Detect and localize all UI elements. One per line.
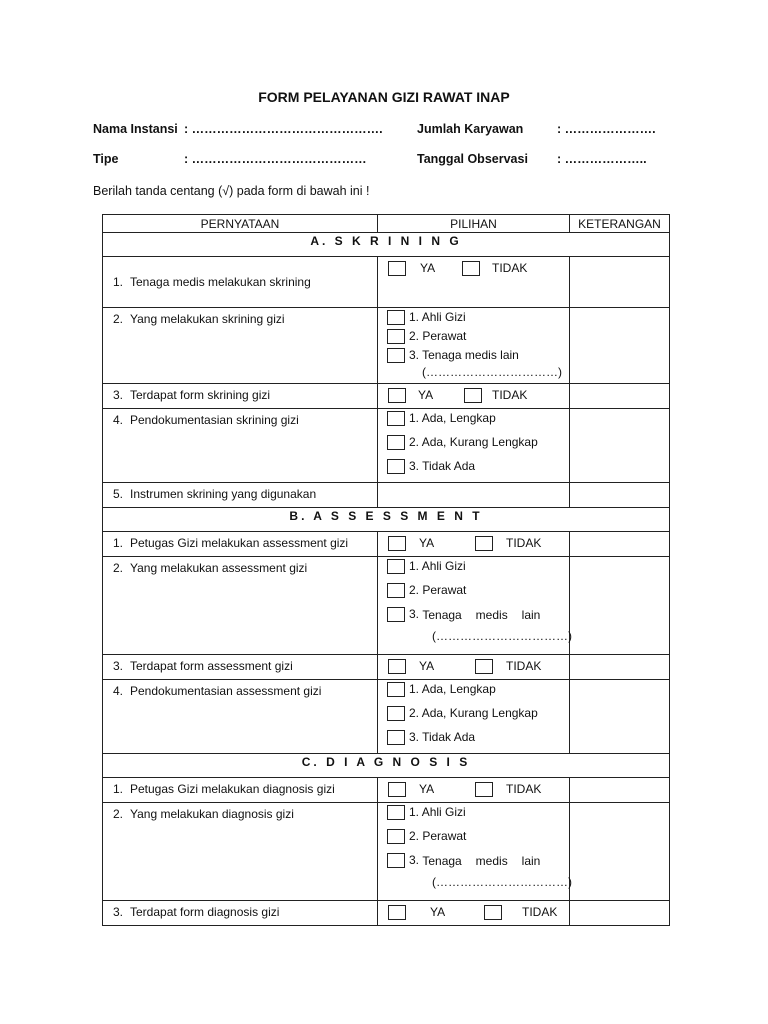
- checkbox-kurang-lengkap[interactable]: [387, 706, 405, 721]
- checkbox-tidak[interactable]: [475, 782, 493, 797]
- option-tidak-ada: Tidak Ada: [422, 459, 476, 473]
- pilihan-cell[interactable]: [378, 483, 570, 508]
- jumlah-karyawan-label: Jumlah Karyawan: [417, 122, 524, 136]
- checkbox-kurang-lengkap[interactable]: [387, 435, 405, 450]
- option-tenaga-medis: Tenaga medis lain: [422, 348, 519, 362]
- keterangan-cell[interactable]: [570, 384, 670, 409]
- option-tenaga-medis: Tenaga medis lain: [422, 607, 541, 622]
- checkbox-tidak[interactable]: [464, 388, 482, 403]
- checkbox-ahli-gizi[interactable]: [387, 310, 405, 325]
- checkbox-tidak[interactable]: [475, 536, 493, 551]
- fill-blank[interactable]: (……………………………): [432, 629, 572, 643]
- question-a2: Yang melakukan skrining gizi: [130, 312, 285, 326]
- ya-label: YA: [419, 782, 435, 796]
- keterangan-cell[interactable]: [570, 778, 670, 803]
- keterangan-cell[interactable]: [570, 257, 670, 308]
- jumlah-karyawan-field[interactable]: : ………………….: [557, 122, 656, 136]
- checkbox-ya[interactable]: [388, 261, 406, 276]
- section-b-heading: B. A S S E S S M E N T: [103, 508, 670, 532]
- keterangan-cell[interactable]: [570, 532, 670, 557]
- option-kurang-lengkap: Ada, Kurang Lengkap: [421, 435, 538, 449]
- col-pilihan: PILIHAN: [378, 215, 570, 233]
- tidak-label: TIDAK: [492, 388, 528, 402]
- keterangan-cell[interactable]: [570, 655, 670, 680]
- checkbox-tenaga-medis[interactable]: [387, 607, 405, 622]
- keterangan-cell[interactable]: [570, 901, 670, 926]
- option-perawat: Perawat: [422, 583, 467, 597]
- section-c-heading: C. D I A G N O S I S: [103, 754, 670, 778]
- tidak-label: TIDAK: [506, 659, 542, 673]
- question-b4: Pendokumentasian assessment gizi: [130, 684, 322, 698]
- ya-label: YA: [420, 261, 436, 275]
- option-ahli-gizi: Ahli Gizi: [421, 805, 466, 819]
- keterangan-cell[interactable]: [570, 803, 670, 901]
- option-ada-lengkap: Ada, Lengkap: [421, 682, 496, 696]
- option-ahli-gizi: Ahli Gizi: [421, 310, 466, 324]
- keterangan-cell[interactable]: [570, 308, 670, 384]
- col-keterangan: KETERANGAN: [570, 215, 670, 233]
- option-kurang-lengkap: Ada, Kurang Lengkap: [421, 706, 538, 720]
- question-a4: Pendokumentasian skrining gizi: [130, 413, 299, 427]
- question-a5: Instrumen skrining yang digunakan: [130, 487, 317, 501]
- checkbox-ada-lengkap[interactable]: [387, 682, 405, 697]
- keterangan-cell[interactable]: [570, 483, 670, 508]
- option-ada-lengkap: Ada, Lengkap: [421, 411, 496, 425]
- tipe-field[interactable]: : ……………………………………: [184, 152, 367, 166]
- checkbox-tidak[interactable]: [484, 905, 502, 920]
- checkbox-ya[interactable]: [388, 782, 406, 797]
- ya-label: YA: [418, 388, 434, 402]
- option-tenaga-medis: Tenaga medis lain: [422, 853, 541, 868]
- option-perawat: Perawat: [422, 329, 467, 343]
- question-c3: Terdapat form diagnosis gizi: [130, 905, 280, 919]
- checkbox-perawat[interactable]: [387, 583, 405, 598]
- option-ahli-gizi: Ahli Gizi: [421, 559, 466, 573]
- checkbox-ahli-gizi[interactable]: [387, 805, 405, 820]
- tidak-label: TIDAK: [492, 261, 528, 275]
- tidak-label: TIDAK: [506, 536, 542, 550]
- col-pernyataan: PERNYATAAN: [103, 215, 378, 233]
- tipe-label: Tipe: [93, 152, 119, 166]
- checkbox-tenaga-medis[interactable]: [387, 853, 405, 868]
- question-b2: Yang melakukan assessment gizi: [130, 561, 308, 575]
- section-a-heading: A. S K R I N I N G: [103, 233, 670, 257]
- question-c2: Yang melakukan diagnosis gizi: [130, 807, 294, 821]
- question-a1: Tenaga medis melakukan skrining: [130, 275, 311, 289]
- tanggal-observasi-label: Tanggal Observasi: [417, 152, 528, 166]
- checkbox-tidak-ada[interactable]: [387, 730, 405, 745]
- checkbox-perawat[interactable]: [387, 329, 405, 344]
- checkbox-ya[interactable]: [388, 659, 406, 674]
- question-b1: Petugas Gizi melakukan assessment gizi: [130, 536, 349, 550]
- question-a3: Terdapat form skrining gizi: [130, 388, 271, 402]
- keterangan-cell[interactable]: [570, 557, 670, 655]
- checkbox-tenaga-medis[interactable]: [387, 348, 405, 363]
- tanggal-observasi-field[interactable]: : ………………..: [557, 152, 647, 166]
- checkbox-ahli-gizi[interactable]: [387, 559, 405, 574]
- checkbox-ya[interactable]: [388, 388, 406, 403]
- ya-label: YA: [430, 905, 446, 919]
- form-title: FORM PELAYANAN GIZI RAWAT INAP: [258, 89, 510, 105]
- instruction-text: Berilah tanda centang (√) pada form di bawah ini !: [93, 184, 370, 198]
- checkbox-ada-lengkap[interactable]: [387, 411, 405, 426]
- question-b3: Terdapat form assessment gizi: [130, 659, 293, 673]
- question-c1: Petugas Gizi melakukan diagnosis gizi: [130, 782, 335, 796]
- option-perawat: Perawat: [422, 829, 467, 843]
- nama-instansi-label: Nama Instansi: [93, 122, 178, 136]
- observation-table: PERNYATAAN PILIHAN KETERANGAN A. S K R I N I N G 1. Tenaga medis melakukan skrining YA TIDAK 2. Yang melakukan skrining gizi 1. Ahli Gizi 2. Perawat 3. Tenaga medis lain (……………………………) 3. Terdapat form skrining gizi YA TIDAK 4. Pendokumentasian skrining gizi 1. Ada, Lengkap 2. Ada, Kurang Lengkap 3. Tidak Ada 5. Instrumen skrining yang digunakan B. A S S E S S M E N T 1. Petugas Gizi melakukan assessment gizi YA TIDAK 2. Yang melakukan assessment gizi 1. Ahli Gizi 2. Perawat 3. Tenaga medis lain (……………………………) 3. Terdapat form assessment gizi YA TIDAK 4. Pendokumentasian assessment gizi 1. Ada, Lengkap 2. Ada, Kurang Lengkap 3. Tidak Ada C. D I A G N O S I S 1. Petugas Gizi melakukan diagnosis gizi YA TIDAK 2. Yang melakukan diagnosis gizi 1. Ahli Gizi 2. Perawat 3. Tenaga medis lain (……………………………) 3. Terdapat form diagnosis gizi YA TIDAK: [102, 214, 670, 926]
- tidak-label: TIDAK: [522, 905, 558, 919]
- keterangan-cell[interactable]: [570, 680, 670, 754]
- fill-blank[interactable]: (……………………………): [422, 365, 562, 379]
- checkbox-tidak[interactable]: [475, 659, 493, 674]
- checkbox-perawat[interactable]: [387, 829, 405, 844]
- ya-label: YA: [419, 659, 435, 673]
- keterangan-cell[interactable]: [570, 409, 670, 483]
- fill-blank[interactable]: (……………………………): [432, 875, 572, 889]
- option-tidak-ada: Tidak Ada: [422, 730, 476, 744]
- checkbox-tidak[interactable]: [462, 261, 480, 276]
- checkbox-ya[interactable]: [388, 536, 406, 551]
- checkbox-ya[interactable]: [388, 905, 406, 920]
- tidak-label: TIDAK: [506, 782, 542, 796]
- checkbox-tidak-ada[interactable]: [387, 459, 405, 474]
- ya-label: YA: [419, 536, 435, 550]
- nama-instansi-field[interactable]: : ……………………………………….: [184, 122, 383, 136]
